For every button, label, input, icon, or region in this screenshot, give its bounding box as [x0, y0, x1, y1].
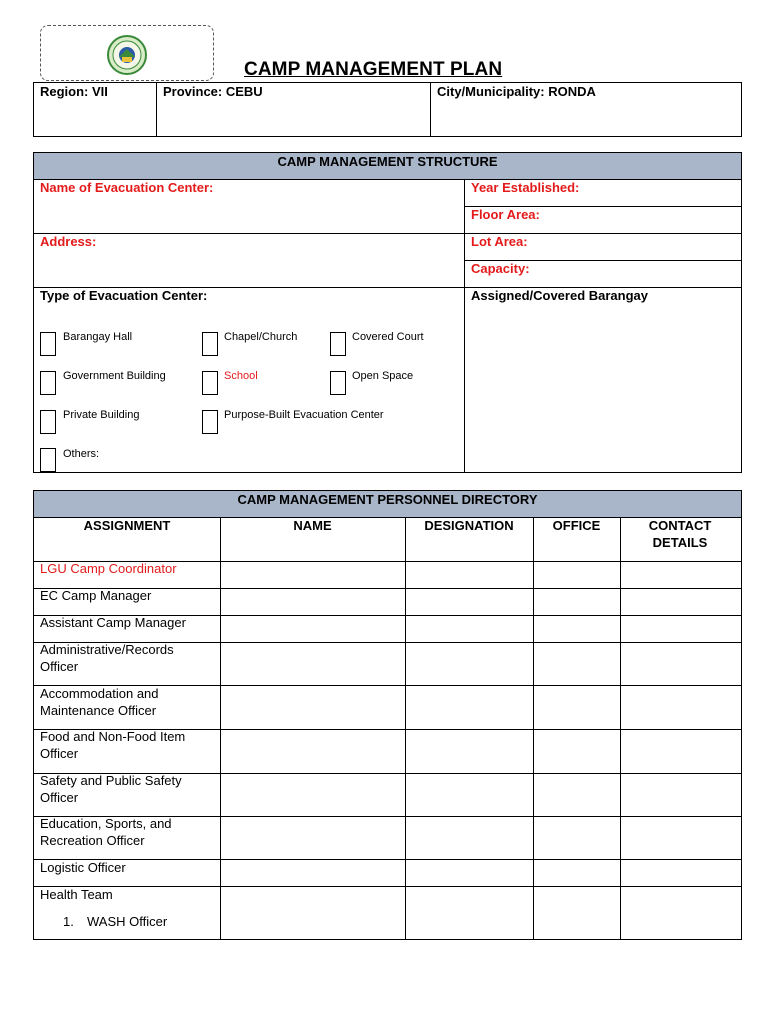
structure-table — [33, 152, 742, 473]
option-school: School — [224, 370, 258, 382]
row-logistic-officer: Logistic Officer — [40, 860, 126, 875]
capacity-label: Capacity: — [471, 261, 530, 276]
checkbox-open-space[interactable] — [330, 371, 346, 395]
option-others: Others: — [63, 448, 100, 460]
checkbox-school[interactable] — [202, 371, 218, 395]
personnel-directory-table — [33, 490, 742, 940]
row-health-team: Health Team — [40, 887, 113, 902]
location-table — [33, 82, 742, 137]
checkbox-covered-court[interactable] — [330, 332, 346, 356]
province-label: Province: CEBU — [163, 84, 263, 99]
checkbox-private-building[interactable] — [40, 410, 56, 434]
column-assignment: ASSIGNMENT — [83, 518, 171, 533]
checkbox-barangay-hall[interactable] — [40, 332, 56, 356]
option-government-building: Government Building — [63, 370, 166, 382]
column-designation: DESIGNATION — [424, 518, 514, 533]
lot-area-label: Lot Area: — [471, 234, 528, 249]
floor-area-label: Floor Area: — [471, 207, 540, 222]
checkbox-government-building[interactable] — [40, 371, 56, 395]
row-assistant-camp-manager: Assistant Camp Manager — [40, 615, 186, 630]
option-open-space: Open Space — [352, 370, 414, 382]
document-title: CAMP MANAGEMENT PLAN — [244, 59, 503, 80]
checkbox-purpose-built[interactable] — [202, 410, 218, 434]
row-ec-camp-manager: EC Camp Manager — [40, 588, 152, 603]
option-purpose-built: Purpose-Built Evacuation Center — [224, 409, 384, 421]
column-contact-details: CONTACT DETAILS — [648, 518, 712, 550]
checkbox-others[interactable] — [40, 448, 56, 472]
city-label: City/Municipality: RONDA — [437, 84, 596, 99]
row-safety-officer: Safety and Public Safety Officer — [40, 773, 182, 805]
municipal-seal-icon — [107, 35, 147, 75]
option-barangay-hall: Barangay Hall — [63, 331, 133, 343]
option-chapel-church: Chapel/Church — [224, 331, 298, 343]
directory-header: CAMP MANAGEMENT PERSONNEL DIRECTORY — [34, 491, 741, 518]
row-food-nfi-officer: Food and Non-Food Item Officer — [40, 729, 186, 761]
region-label: Region: VII — [40, 84, 108, 99]
structure-header: CAMP MANAGEMENT STRUCTURE — [34, 153, 741, 180]
option-private-building: Private Building — [63, 409, 140, 421]
checkbox-chapel-church[interactable] — [202, 332, 218, 356]
assigned-barangay-label: Assigned/Covered Barangay — [471, 288, 649, 303]
row-accommodation-maintenance-officer: Accommodation and Maintenance Officer — [40, 686, 159, 718]
row-administrative-records-officer: Administrative/Records Officer — [40, 642, 174, 674]
sub-item-number: 1. — [63, 914, 74, 929]
address-label: Address: — [40, 234, 97, 249]
column-office: OFFICE — [552, 518, 601, 533]
evacuation-center-name-label: Name of Evacuation Center: — [40, 180, 214, 195]
row-wash-officer: WASH Officer — [87, 914, 168, 929]
year-established-label: Year Established: — [471, 180, 580, 195]
row-education-sports-officer: Education, Sports, and Recreation Officer — [40, 816, 172, 848]
row-lgu-camp-coordinator: LGU Camp Coordinator — [40, 561, 177, 576]
logo-frame — [40, 25, 214, 81]
option-covered-court: Covered Court — [352, 331, 424, 343]
evacuation-center-type-label: Type of Evacuation Center: — [40, 288, 208, 303]
column-name: NAME — [293, 518, 332, 533]
